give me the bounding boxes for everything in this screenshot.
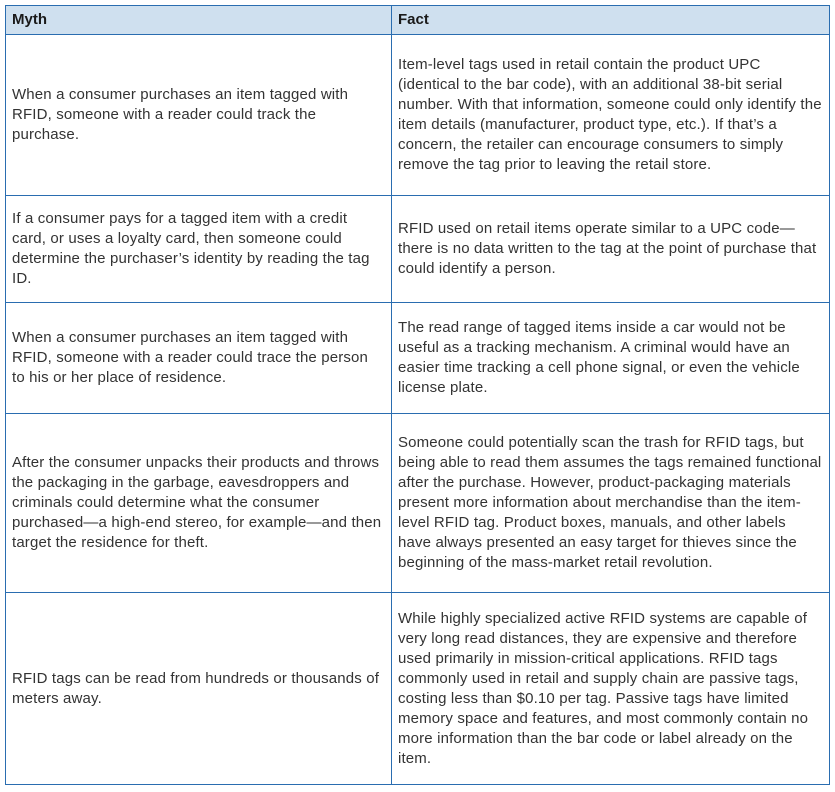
table-row	[6, 303, 830, 414]
myth-column-header: Myth	[6, 6, 392, 35]
table-row	[6, 414, 830, 593]
myth-cell: When a consumer purchases an item tagged with RFID, someone with a reader could trace the person to his or her place of residence.	[6, 303, 392, 414]
myth-fact-table	[5, 5, 830, 785]
fact-cell: While highly specialized active RFID systems are capable of very long read distances, they are expensive and therefore used primarily in mission-critical applications. RFID tags commonly used in retail and supply chain are passive tags, costing less than $0.10 per tag. Passive tags have limited memory space and features, and most commonly contain no more information than the bar code or label already on the item.	[392, 593, 830, 785]
myth-cell: RFID tags can be read from hundreds or thousands of meters away.	[6, 593, 392, 785]
table-row	[6, 593, 830, 785]
fact-cell: RFID used on retail items operate similar to a UPC code—there is no data written to the tag at the point of purchase that could identify a person.	[392, 196, 830, 303]
myth-cell: If a consumer pays for a tagged item with a credit card, or uses a loyalty card, then someone could determine the purchaser’s identity by reading the tag ID.	[6, 196, 392, 303]
myth-cell: When a consumer purchases an item tagged with RFID, someone with a reader could track the purchase.	[6, 35, 392, 196]
table-row	[6, 35, 830, 196]
fact-cell: The read range of tagged items inside a car would not be useful as a tracking mechanism. A criminal would have an easier time tracking a cell phone signal, or even the vehicle license plate.	[392, 303, 830, 414]
myth-cell: After the consumer unpacks their products and throws the packaging in the garbage, eavesdroppers and criminals could determine what the consumer purchased—a high-end stereo, for example—and then target the residence for theft.	[6, 414, 392, 593]
table-row	[6, 196, 830, 303]
fact-column-header: Fact	[392, 6, 830, 35]
header-row	[6, 6, 830, 35]
fact-cell: Someone could potentially scan the trash for RFID tags, but being able to read them assumes the tags remained functional after the purchase. However, product-packaging materials present more information about merchandise than the item-level RFID tag. Product boxes, manuals, and other labels have always presented an easy target for thieves since the beginning of the mass-market retail revolution.	[392, 414, 830, 593]
fact-cell: Item-level tags used in retail contain the product UPC (identical to the bar code), with an additional 38-bit serial number. With that information, someone could only identify the item details (manufacturer, product type, etc.). If that’s a concern, the retailer can encourage consumers to simply remove the tag prior to leaving the retail store.	[392, 35, 830, 196]
